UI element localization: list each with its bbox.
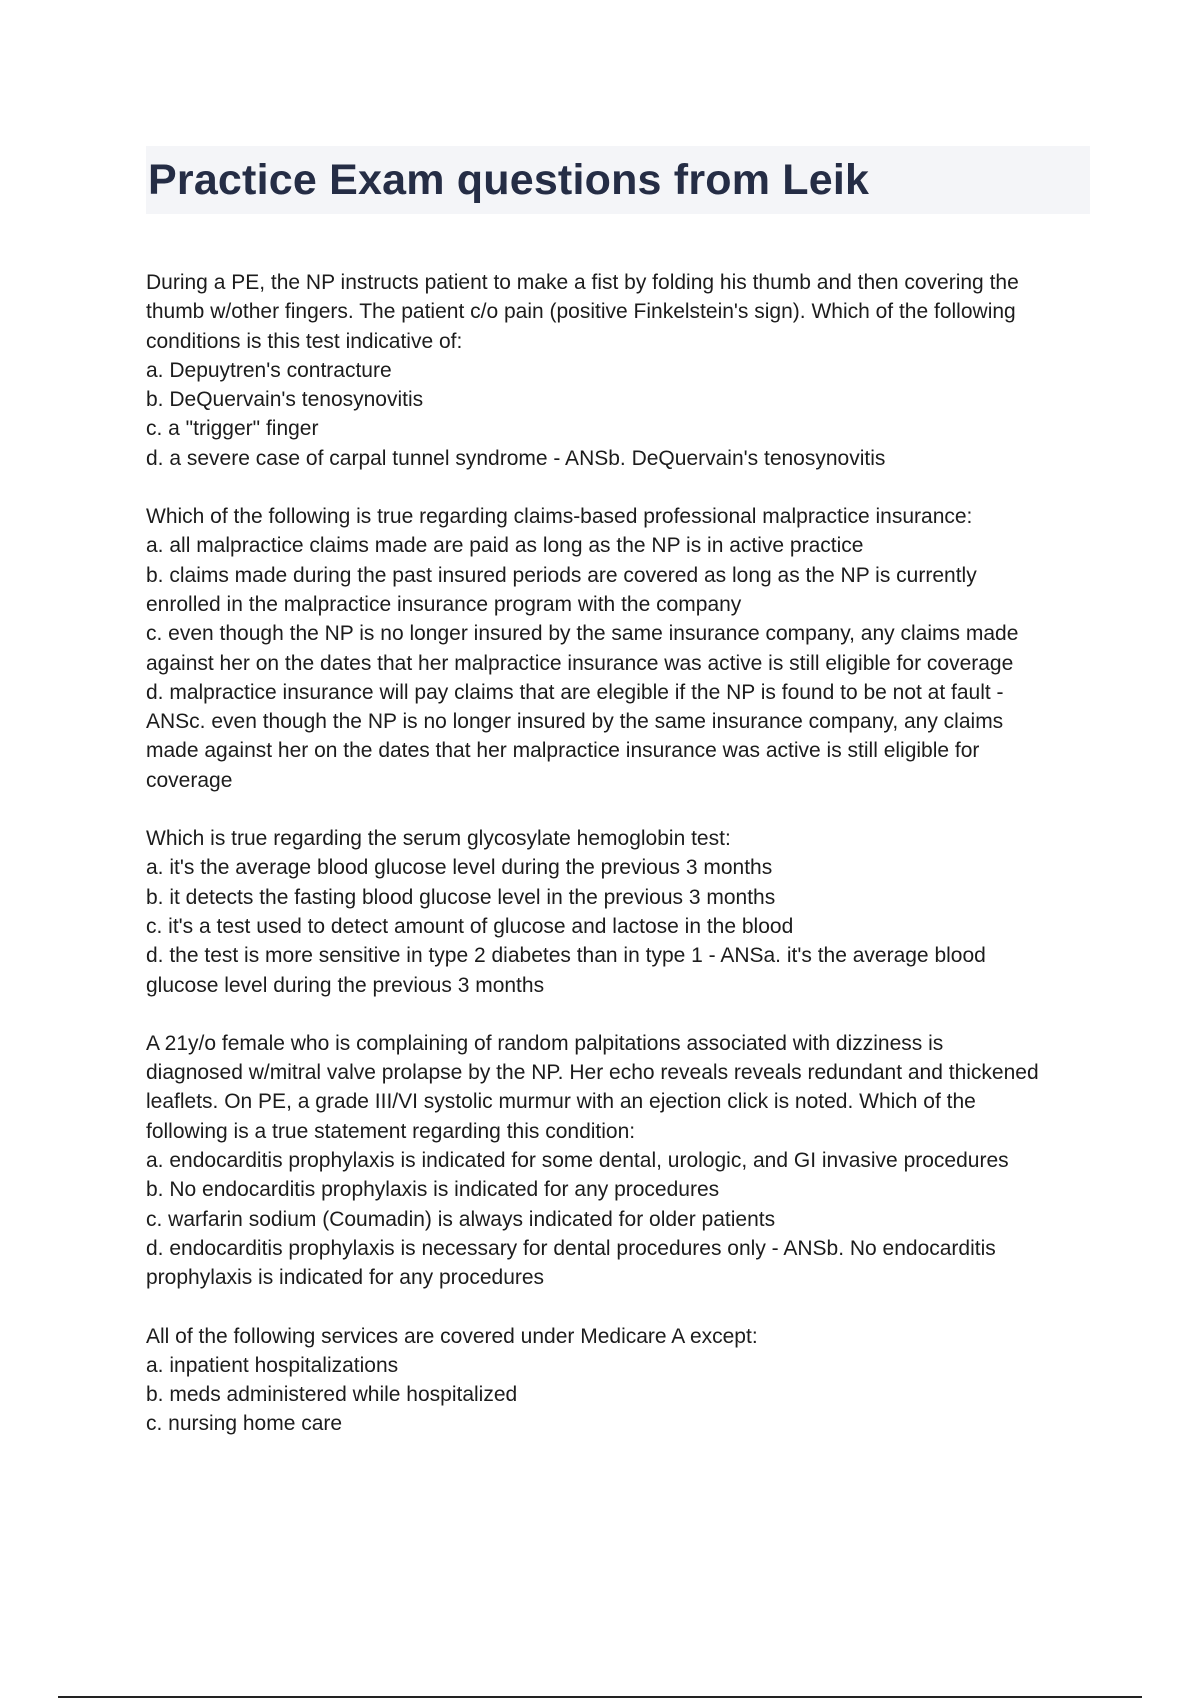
question-line: leaflets. On PE, a grade III/VI systolic murmur with an ejection click is noted. Which of the [146, 1090, 976, 1114]
question-1 [146, 268, 1096, 473]
page-title: Practice Exam questions from Leik [148, 155, 870, 204]
answer-option: a. all malpractice claims made are paid as long as the NP is in active practice [146, 534, 864, 558]
question-line: following is a true statement regarding this condition: [146, 1119, 636, 1143]
question-2 [146, 502, 1096, 795]
answer-key: prophylaxis is indicated for any procedures [146, 1266, 545, 1290]
question-line: diagnosed w/mitral valve prolapse by the NP. Her echo reveals reveals redundant and thickened [146, 1061, 1039, 1085]
question-line: During a PE, the NP instructs patient to make a fist by folding his thumb and then covering the [146, 271, 1019, 294]
questions-body [146, 268, 1096, 1468]
answer-option: a. it's the average blood glucose level during the previous 3 months [146, 856, 773, 880]
answer-option: against her on the dates that her malpractice insurance was active is still eligible for coverage [146, 651, 1014, 675]
answer-option: b. No endocarditis prophylaxis is indicated for any procedures [146, 1178, 720, 1202]
answer-key: coverage [146, 768, 233, 792]
answer-option: b. DeQuervain's tenosynovitis [146, 388, 424, 412]
answer-option: d. malpractice insurance will pay claims that are elegible if the NP is found to be not at fault - [146, 680, 1004, 704]
answer-key: made against her on the dates that her malpractice insurance was active is still eligible for [146, 739, 980, 763]
question-line: Which is true regarding the serum glycosylate hemoglobin test: [146, 827, 731, 851]
answer-option: c. a "trigger" finger [146, 417, 319, 441]
answer-option: b. it detects the fasting blood glucose level in the previous 3 months [146, 885, 776, 909]
answer-option: d. a severe case of carpal tunnel syndrome - ANSb. DeQuervain's tenosynovitis [146, 446, 886, 470]
answer-option: a. Depuytren's contracture [146, 358, 392, 382]
question-line: All of the following services are covered under Medicare A except: [146, 1324, 758, 1348]
answer-option: b. claims made during the past insured periods are covered as long as the NP is currently [146, 563, 977, 587]
answer-option: c. nursing home care [146, 1412, 343, 1436]
question-5 [146, 1322, 1096, 1439]
answer-key: glucose level during the previous 3 months [146, 973, 545, 997]
answer-option: d. endocarditis prophylaxis is necessary for dental procedures only - ANSb. No endocarditis [146, 1236, 996, 1260]
answer-option: enrolled in the malpractice insurance program with the company [146, 592, 742, 616]
answer-option: a. endocarditis prophylaxis is indicated for some dental, urologic, and GI invasive procedures [146, 1149, 1009, 1173]
answer-option: c. even though the NP is no longer insured by the same insurance company, any claims made [146, 622, 1019, 646]
question-line: conditions is this test indicative of: [146, 329, 463, 353]
answer-option: d. the test is more sensitive in type 2 diabetes than in type 1 - ANSa. it's the average blood [146, 944, 986, 968]
answer-option: b. meds administered while hospitalized [146, 1383, 518, 1407]
footer-divider [58, 1696, 1142, 1698]
question-3 [146, 824, 1096, 1000]
answer-option: c. it's a test used to detect amount of glucose and lactose in the blood [146, 914, 794, 938]
answer-option: c. warfarin sodium (Coumadin) is always indicated for older patients [146, 1207, 776, 1231]
question-line: Which of the following is true regarding claims-based professional malpractice insurance: [146, 505, 973, 529]
question-line: thumb w/other fingers. The patient c/o pain (positive Finkelstein's sign). Which of the following [146, 300, 1016, 324]
answer-option: a. inpatient hospitalizations [146, 1353, 399, 1377]
answer-key: ANSc. even though the NP is no longer insured by the same insurance company, any claims [146, 710, 1004, 734]
question-line: A 21y/o female who is complaining of random palpitations associated with dizziness is [146, 1031, 944, 1055]
title-banner [146, 146, 1090, 214]
question-4 [146, 1029, 1096, 1293]
